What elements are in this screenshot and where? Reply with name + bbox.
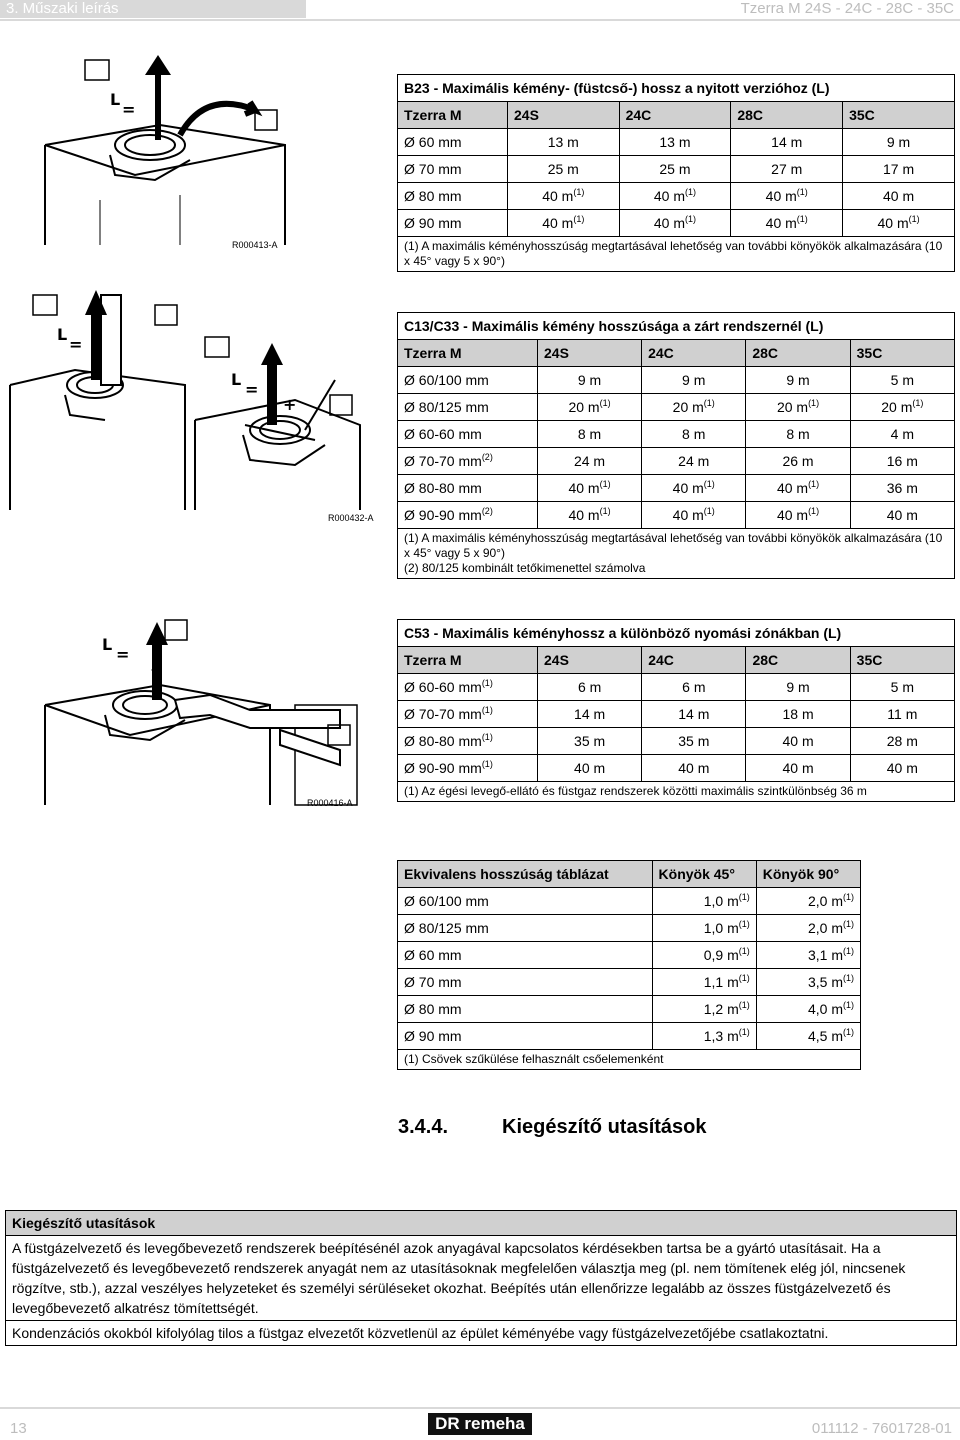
- table-row: Ø 90-90 $mm^{(1)}$ 40 m 40 m 40 m 40 m: [398, 755, 955, 782]
- table-c53-header: 28C: [746, 647, 850, 674]
- table-equivalent-length: [397, 860, 861, 1070]
- svg-text:L: L: [57, 325, 68, 344]
- header-section: 3. Műszaki leírás: [0, 0, 306, 18]
- table-row: Ø 80 mm 40 $m^{(1)}$ 40 $m^{(1)}$ 40 $m^{(1)}$ 40 m: [398, 183, 955, 210]
- table-equiv-header: Könyök 45°: [652, 861, 756, 888]
- table-c13-header: Tzerra M: [398, 340, 538, 367]
- table-c53-title: C53 - Maximális kéményhossz a különböző nyomási zónákban (L): [398, 620, 955, 647]
- table-row: Ø 80 mm 1,2 $m^{(1)}$ 4,0 $m^{(1)}$: [398, 996, 861, 1023]
- table-b23-header: 35C: [843, 102, 955, 129]
- table-b23-header: Tzerra M: [398, 102, 508, 129]
- table-c13-header: 24C: [642, 340, 746, 367]
- table-equiv-note: (1) Csövek szűkülése felhasznált csőelemenként: [398, 1050, 861, 1070]
- table-c53: [397, 619, 955, 802]
- table-row: Ø 60 mm 0,9 $m^{(1)}$ 3,1 $m^{(1)}$: [398, 942, 861, 969]
- figure-code-1: R000413-A: [232, 240, 278, 250]
- table-c13-header: 28C: [746, 340, 850, 367]
- svg-text:=: =: [69, 335, 83, 354]
- table-row: Ø 70-70 $mm^{(2)}$ 24 m 24 m 26 m 16 m: [398, 448, 955, 475]
- figure-b23-open-flue: [40, 50, 290, 250]
- table-row: Ø 70 mm 1,1 $m^{(1)}$ 3,5 $m^{(1)}$: [398, 969, 861, 996]
- info-box-paragraph: Kondenzációs okokból kifolyólag tilos a füstgaz elvezetőt közvetlenül az épület kéményébe vagy füstgázelvezetőjébe csatlakoztatni.: [6, 1320, 956, 1345]
- table-c53-header: 35C: [850, 647, 954, 674]
- figure-code-3: R000416-A: [307, 798, 353, 808]
- table-equiv-header: Ekvivalens hosszúság táblázat: [398, 861, 653, 888]
- svg-text:L: L: [110, 90, 121, 109]
- table-c13-notes: (1) A maximális kéményhosszúság megtartásával lehetőség van további könyökök alkalmazására (10 x 45° vagy 5 x 90°) (2) 80/125 kombinált tetőkimenettel számolva: [398, 529, 955, 579]
- table-row: Ø 70 mm 25 m 25 m 27 m 17 m: [398, 156, 955, 183]
- table-row: Ø 60-60 mm 8 m 8 m 8 m 4 m: [398, 421, 955, 448]
- section-title: Kiegészítő utasítások: [502, 1116, 707, 1138]
- figure-c53-pressure-zones: [40, 610, 360, 810]
- brand-logo: DR remeha: [428, 1413, 532, 1435]
- table-c13-header: 24S: [538, 340, 642, 367]
- header-divider: [0, 19, 960, 21]
- table-b23-header: 28C: [731, 102, 843, 129]
- table-b23: [397, 74, 955, 272]
- table-row: Ø 90 mm 1,3 $m^{(1)}$ 4,5 $m^{(1)}$: [398, 1023, 861, 1050]
- info-box: [5, 1210, 957, 1346]
- header-model: Tzerra M 24S - 24C - 28C - 35C: [740, 0, 954, 17]
- table-row: Ø 80/125 mm 20 $m^{(1)}$ 20 $m^{(1)}$ 20 $m^{(1)}$ 20 $m^{(1)}$: [398, 394, 955, 421]
- table-c53-header: Tzerra M: [398, 647, 538, 674]
- table-row: Ø 80-80 mm 40 $m^{(1)}$ 40 $m^{(1)}$ 40 $m^{(1)}$ 36 m: [398, 475, 955, 502]
- figure-code-2: R000432-A: [328, 513, 374, 523]
- table-row: Ø 90-90 $mm^{(2)}$ 40 $m^{(1)}$ 40 $m^{(1)}$ 40 $m^{(1)}$ 40 m: [398, 502, 955, 529]
- table-row: Ø 80-80 $mm^{(1)}$ 35 m 35 m 40 m 28 m: [398, 728, 955, 755]
- table-b23-title: B23 - Maximális kémény- (füstcső-) hossz a nyitott verzióhoz (L): [398, 75, 955, 102]
- info-box-title: Kiegészítő utasítások: [6, 1211, 956, 1236]
- svg-text:=: =: [122, 100, 136, 119]
- table-row: Ø 80/125 mm 1,0 $m^{(1)}$ 2,0 $m^{(1)}$: [398, 915, 861, 942]
- table-row: Ø 90 mm 40 $m^{(1)}$ 40 $m^{(1)}$ 40 $m^{(1)}$ 40 $m^{(1)}$: [398, 210, 955, 237]
- table-c13-title: C13/C33 - Maximális kémény hosszúsága a zárt rendszernél (L): [398, 313, 955, 340]
- table-row: Ø 60-60 $mm^{(1)}$ 6 m 6 m 9 m 5 m: [398, 674, 955, 701]
- table-row: Ø 60 mm 13 m 13 m 14 m 9 m: [398, 129, 955, 156]
- section-number: 3.4.4.: [398, 1116, 449, 1138]
- footer-divider: [0, 1407, 960, 1409]
- table-c13-c33: [397, 312, 955, 579]
- figure-c13-c33-closed: [5, 285, 365, 515]
- table-equiv-header: Könyök 90°: [756, 861, 860, 888]
- svg-text:L: L: [231, 370, 242, 389]
- table-row: Ø 70-70 $mm^{(1)}$ 14 m 14 m 18 m 11 m: [398, 701, 955, 728]
- page-number: 13: [10, 1420, 27, 1437]
- svg-text:+: +: [283, 395, 297, 414]
- svg-text:+: +: [150, 660, 164, 679]
- table-row: Ø 60/100 mm 1,0 $m^{(1)}$ 2,0 $m^{(1)}$: [398, 888, 861, 915]
- svg-text:=: =: [245, 380, 259, 399]
- svg-text:=: =: [116, 645, 130, 664]
- table-c53-note: (1) Az égési levegő-ellátó és füstgaz rendszerek közötti maximális szintkülönbség 36 m: [398, 782, 955, 802]
- svg-text:L: L: [102, 635, 113, 654]
- table-c13-header: 35C: [850, 340, 954, 367]
- document-number: 011112 - 7601728-01: [811, 1420, 952, 1437]
- section-heading: [398, 1116, 707, 1139]
- table-b23-header: 24C: [619, 102, 731, 129]
- table-b23-note: (1) A maximális kéményhosszúság megtartásával lehetőség van további könyökök alkalmazására (10 x 45° vagy 5 x 90°): [398, 237, 955, 272]
- table-row: Ø 60/100 mm 9 m 9 m 9 m 5 m: [398, 367, 955, 394]
- info-box-paragraph: A füstgázelvezető és levegőbevezető rendszerek beépítésénél azok anyagával kapcsolatos kérdésekben tartsa be a gyártó utasításait. Ha a füstgázelvezető és levegőbevezető rendszerek anyagát nem az utasításoknak megfelelően választja meg (pl. nem tömítenek elég jól, nincsenek rögzítve, stb.), azzal veszélyes helyzeteket és személyi sérüléseket okozhat. Beépítés után ellenőrizze legalább az összes füstgázelvezető és levegőbevezető alkatrész tömítettségét.: [12, 1240, 906, 1316]
- table-c53-header: 24S: [538, 647, 642, 674]
- table-c53-header: 24C: [642, 647, 746, 674]
- table-b23-header: 24S: [508, 102, 620, 129]
